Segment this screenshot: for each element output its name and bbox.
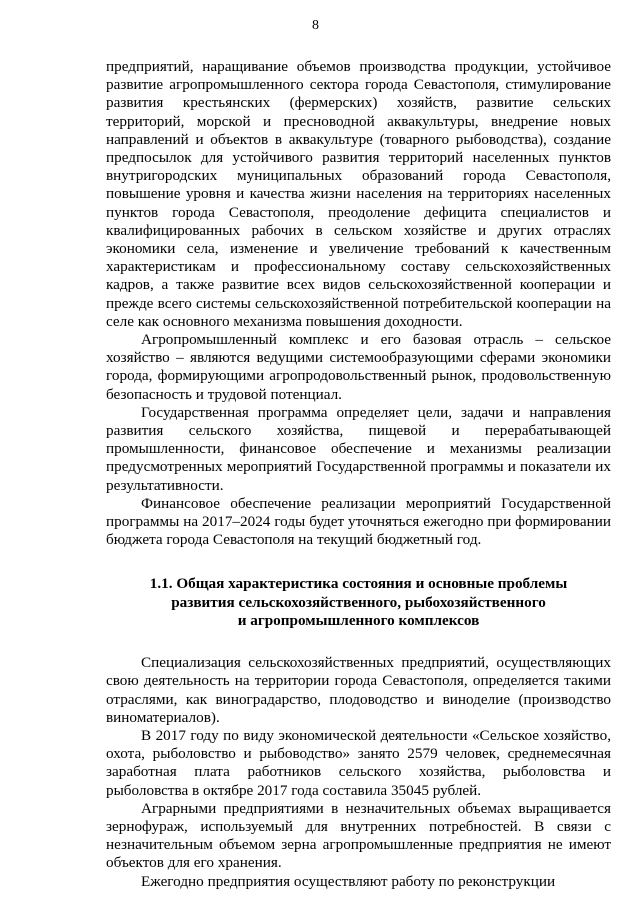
section-heading-line-2: развития сельскохозяйственного, рыбохозяйственного	[171, 593, 546, 611]
paragraph-employment-2017: В 2017 году по виду экономической деятельности «Сельское хозяйство, охота, рыболовство и рыбоводство» занято 2579 человек, среднемесячная заработная плата работников сельского хозяйства, рыболовства и рыболовства в октябре 2017 года составила 35045 рублей.	[106, 726, 611, 799]
section-heading	[106, 575, 611, 630]
paragraph-agro-complex: Агропромышленный комплекс и его базовая отрасль – сельское хозяйство – являются ведущими системообразующими сферами экономики города, формирующими агропродовольственный рынок, продовольственную безопасность и трудовой потенциал.	[106, 331, 611, 403]
paragraph-financing: Финансовое обеспечение реализации мероприятий Государственной программы на 2017–2024 годы будет уточняться ежегодно при формировании бюджета города Севастополя на текущий бюджетный год.	[106, 494, 611, 549]
section-heading-line-1: 1.1. Общая характеристика состояния и основные проблемы	[149, 575, 568, 593]
paragraph-reconstruction: Ежегодно предприятия осуществляют работу по реконструкции	[141, 872, 556, 890]
paragraph-specialization: Специализация сельскохозяйственных предприятий, осуществляющих свою деятельность на территории города Севастополя, определяется такими отраслями, как виноградарство, плодоводство и виноделие (производство виноматериалов).	[106, 654, 611, 726]
paragraph-program-goals: Государственная программа определяет цели, задачи и направления развития сельского хозяйства, пищевой и перерабатывающей промышленности, финансовое обеспечение и механизмы реализации предусмотренных мероприятий Государственной программы и показатели их результативности.	[106, 403, 611, 494]
paragraph-continuation: предприятий, наращивание объемов производства продукции, устойчивое развитие агропромышленного сектора города Севастополя, стимулирование развития крестьянских (фермерских) хозяйств, развитие сельских территорий, морской и пресноводной аквакультуры, внедрение новых направлений и объектов в аквакультуре (товарного рыбоводства), создание предпосылок для устойчивого развития территорий населенных пунктов внутригородских муниципальных образований города Севастополя, повышение уровня и качества жизни населения на территориях населенных пунктов города Севастополя, преодоление дефицита специалистов и квалифицированных рабочих в сельском хозяйстве и других отраслях экономики села, изменение и увеличение требований к качественным характеристикам и профессиональному составу сельскохозяйственных кадров, а также развитие всех видов сельскохозяйственной кооперации и прежде всего системы сельскохозяйственной потребительской кооперации на селе как основного механизма повышения доходности.	[106, 58, 611, 330]
page-number: 8	[312, 18, 319, 33]
document-body	[106, 58, 611, 891]
section-heading-line-3: и агропромышленного комплексов	[237, 611, 480, 629]
paragraph-grain-forage: Аграрными предприятиями в незначительных объемах выращивается зернофураж, используемый для внутренних потребностей. В связи с незначительным объемом зерна агропромышленные предприятия не имеют объектов для его хранения.	[106, 799, 611, 872]
